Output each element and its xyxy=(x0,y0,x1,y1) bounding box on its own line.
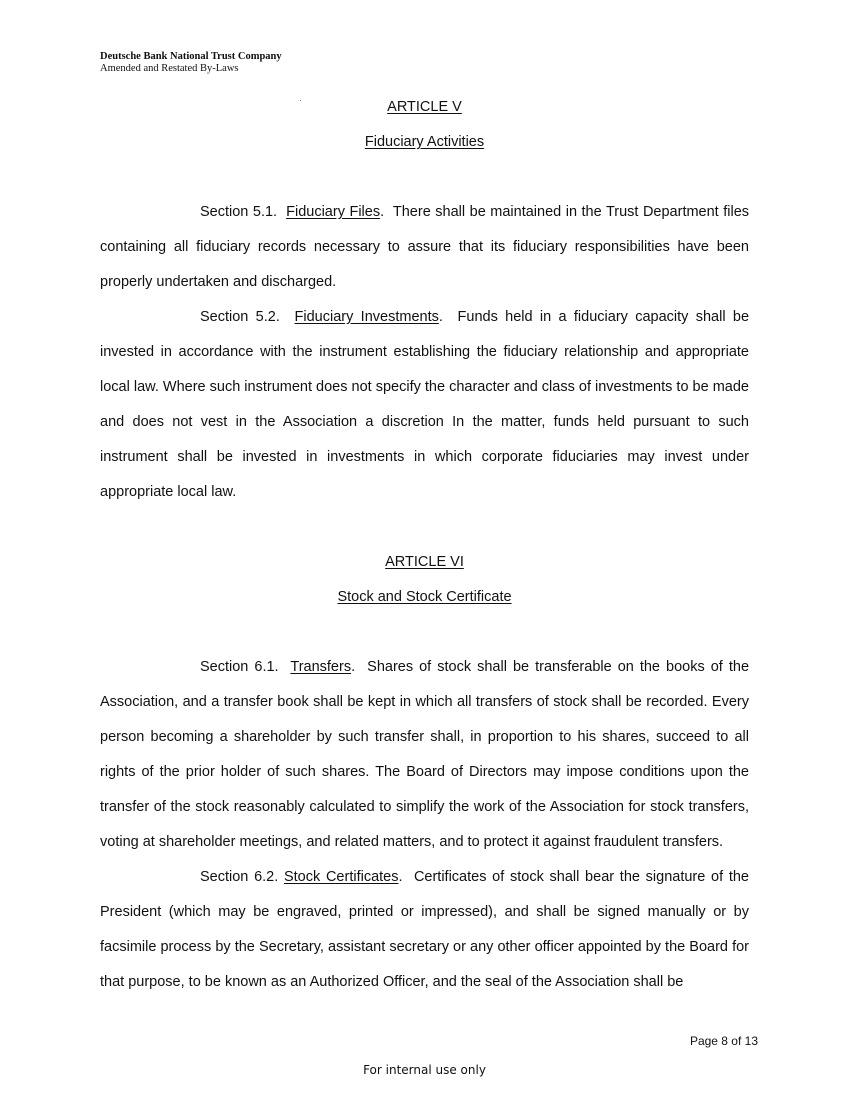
section-5-1-number: Section 5.1. xyxy=(200,204,278,220)
article-5-title xyxy=(100,125,749,160)
section-6-2-number: Section 6.2. xyxy=(200,869,279,885)
section-6-2: Section 6.2. Stock Certificates. Certificates of stock shall bear the signature of the President (which may be engraved, printed or impressed), and shall be signed manually or by facsimile process by the Secretary, assistant secretary or any other officer appointed by the Board for that purpose, to be known as an Authorized Officer, and the seal of the Association shall be xyxy=(100,869,749,990)
section-5-2-title: Fiduciary Investments xyxy=(294,309,439,325)
spacer xyxy=(100,160,749,195)
article-6-title-text: Stock and Stock Certificate xyxy=(337,589,512,605)
article-5-heading-text: ARTICLE V xyxy=(387,99,462,115)
section-5-1: Section 5.1. Fiduciary Files. There shall be maintained in the Trust Department files containing all fiduciary records necessary to assure that its fiduciary responsibilities have been properly undertaken and discharged. xyxy=(100,204,750,290)
article-5-title-text: Fiduciary Activities xyxy=(364,134,485,150)
section-5-1-title: Fiduciary Files xyxy=(286,204,381,220)
article-6-heading xyxy=(100,545,749,580)
document-header xyxy=(100,51,282,75)
section-6-1-text: Shares of stock shall be transferable on the books of the Association, and a transfer book shall be kept in which all transfers of stock shall be recorded. Every person becoming a shareholder by such transfer shall, in proportion to his shares, succeed to all rights of the prior holder of such shares. The Board of Directors may impose conditions upon the transfer of the stock reasonably calculated to simplify the work of the Association for stock transfers, voting at shareholder meetings, and related matters, and to protect it against fraudulent transfers. xyxy=(100,659,750,850)
article-6-title xyxy=(100,580,749,615)
section-6-2-text: Certificates of stock shall bear the signature of the President (which may be engraved, printed or impressed), and shall be signed manually or by facsimile process by the Secretary, assistant secretary or any other officer appointed by the Board for that purpose, to be known as an Authorized Officer, and the seal of the Association shall be xyxy=(100,869,749,990)
section-5-2-text: Funds held in a fiduciary capacity shall be invested in accordance with the instrument establishing the fiduciary relationship and appropriate local law. Where such instrument does not specify the character and class of investments to be made and does not vest in the Association a discretion In the matter, funds held pursuant to such instrument shall be invested in investments in which corporate fiduciaries may invest under appropriate local law. xyxy=(100,309,750,500)
section-6-1-number: Section 6.1. xyxy=(200,659,279,675)
spacer xyxy=(100,615,749,650)
article-5-heading xyxy=(100,90,749,125)
section-6-1-title: Transfers xyxy=(290,659,352,675)
article-6-heading-text: ARTICLE VI xyxy=(385,554,464,570)
section-5-1-text: There shall be maintained in the Trust Department files containing all fiduciary records necessary to assure that its fiduciary responsibilities have been properly undertaken and discharged. xyxy=(100,204,750,290)
section-6-2-title: Stock Certificates xyxy=(283,869,399,885)
document-subtitle: Amended and Restated By-Laws xyxy=(100,63,239,74)
section-5-2: Section 5.2. Fiduciary Investments. Funds held in a fiduciary capacity shall be invested in accordance with the instrument establishing the fiduciary relationship and appropriate local law. Where such instrument does not specify the character and class of investments to be made and does not vest in the Association a discretion In the matter, funds held pursuant to such instrument shall be invested in investments in which corporate fiduciaries may invest under appropriate local law. xyxy=(100,309,750,500)
spacer xyxy=(100,510,749,545)
section-6-1: Section 6.1. Transfers. Shares of stock shall be transferable on the books of the Association, and a transfer book shall be kept in which all transfers of stock shall be recorded. Every person becoming a shareholder by such transfer shall, in proportion to his shares, succeed to all rights of the prior holder of such shares. The Board of Directors may impose conditions upon the transfer of the stock reasonably calculated to simplify the work of the Association for stock transfers, voting at shareholder meetings, and related matters, and to protect it against fraudulent transfers. xyxy=(100,659,750,850)
document-body xyxy=(100,90,749,1000)
section-5-2-number: Section 5.2. xyxy=(200,309,280,325)
company-name: Deutsche Bank National Trust Company xyxy=(100,51,282,62)
page-number: Page 8 of 13 xyxy=(689,1034,758,1048)
footer-note: For internal use only xyxy=(363,1063,486,1077)
